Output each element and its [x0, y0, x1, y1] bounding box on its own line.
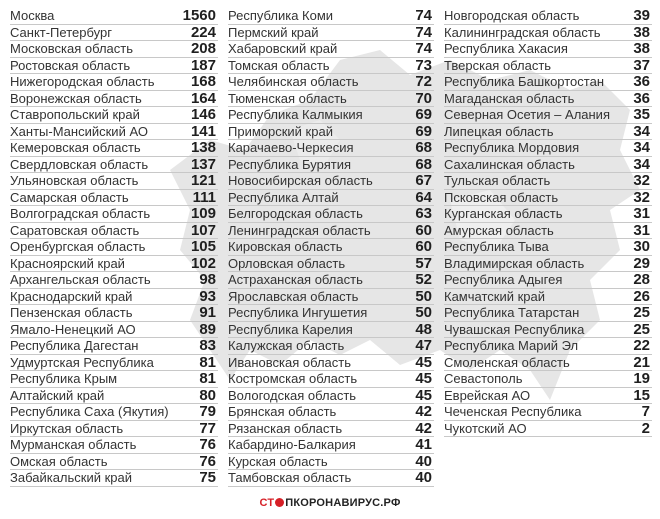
case-count: 31: [633, 205, 650, 222]
case-count: 64: [415, 188, 432, 206]
region-name: Ивановская область: [228, 354, 351, 370]
region-row: [228, 289, 434, 306]
region-row: [444, 272, 652, 289]
case-count: 68: [415, 139, 432, 156]
region-name: Республика Алтай: [228, 189, 339, 205]
region-row: [228, 140, 434, 157]
region-name: Амурская область: [444, 222, 554, 238]
case-count: 7: [641, 403, 650, 420]
region-name: Ростовская область: [10, 57, 131, 73]
case-count: 60: [415, 221, 432, 239]
region-name: Москва: [10, 8, 55, 23]
case-count: 52: [415, 271, 432, 288]
case-count: 48: [415, 320, 432, 338]
region-name: Кировская область: [228, 239, 343, 254]
region-name: Оренбургская область: [10, 239, 146, 254]
region-name: Ульяновская область: [10, 173, 139, 188]
case-count: 47: [415, 337, 432, 354]
case-count: 31: [633, 221, 650, 239]
case-count: 77: [199, 419, 216, 437]
region-name: Краснодарский край: [10, 288, 133, 304]
case-count: 28: [633, 271, 650, 288]
region-row: [10, 454, 218, 471]
case-count: 81: [199, 353, 216, 371]
case-count: 83: [199, 337, 216, 354]
region-column-3: [444, 8, 652, 437]
region-name: Сахалинская область: [444, 156, 575, 172]
region-row: [444, 421, 652, 438]
region-row: [10, 355, 218, 372]
region-row: [10, 388, 218, 405]
case-count: 109: [190, 205, 216, 222]
region-row: [444, 404, 652, 421]
region-column-2: [228, 8, 434, 487]
region-name: Приморский край: [228, 123, 333, 139]
region-name: Свердловская область: [10, 156, 149, 172]
region-name: Республика Карелия: [228, 321, 353, 337]
region-row: [444, 355, 652, 372]
case-count: 63: [415, 205, 432, 222]
region-name: Магаданская область: [444, 90, 575, 106]
region-row: [228, 124, 434, 141]
region-name: Алтайский край: [10, 387, 105, 403]
region-name: Мурманская область: [10, 437, 137, 452]
region-name: Калужская область: [228, 338, 345, 353]
region-row: [228, 322, 434, 339]
case-count: 105: [190, 238, 216, 255]
region-name: Рязанская область: [228, 420, 343, 436]
region-row: [10, 58, 218, 75]
region-row: [228, 25, 434, 42]
case-count: 146: [190, 106, 216, 123]
case-count: 141: [190, 122, 216, 140]
region-name: Республика Адыгея: [444, 272, 563, 287]
region-row: [228, 305, 434, 322]
case-count: 69: [415, 106, 432, 123]
region-row: [10, 190, 218, 207]
region-name: Республика Тыва: [444, 239, 549, 254]
region-name: Пензенская область: [10, 305, 133, 320]
region-row: [10, 322, 218, 339]
case-count: 21: [633, 353, 650, 371]
region-name: Самарская область: [10, 189, 129, 205]
region-name: Курганская область: [444, 206, 563, 221]
region-name: Чувашская Республика: [444, 321, 585, 337]
case-count: 91: [199, 304, 216, 321]
region-name: Удмуртская Республика: [10, 354, 154, 370]
case-count: 26: [633, 287, 650, 305]
case-count: 40: [415, 469, 432, 486]
case-count: 81: [199, 370, 216, 387]
region-name: Владимирская область: [444, 255, 585, 271]
case-count: 107: [190, 221, 216, 239]
region-row: [444, 140, 652, 157]
case-count: 60: [415, 238, 432, 255]
stop-coronavirus-logo[interactable]: [0, 497, 660, 509]
case-count: 45: [415, 370, 432, 387]
region-name: Ханты-Мансийский АО: [10, 123, 148, 139]
region-row: [444, 305, 652, 322]
region-row: [228, 41, 434, 58]
case-count: 102: [190, 254, 216, 272]
region-row: [228, 454, 434, 471]
region-row: [444, 239, 652, 256]
region-row: [228, 58, 434, 75]
case-count: 79: [199, 403, 216, 420]
region-row: [10, 289, 218, 306]
region-row: [444, 289, 652, 306]
region-row: [10, 223, 218, 240]
region-name: Республика Дагестан: [10, 338, 139, 353]
case-count: 25: [633, 320, 650, 338]
region-name: Республика Крым: [10, 371, 118, 386]
case-count: 72: [415, 73, 432, 90]
case-count: 164: [190, 89, 216, 107]
case-count: 73: [415, 56, 432, 74]
region-name: Томская область: [228, 57, 330, 73]
case-count: 39: [633, 7, 650, 24]
region-row: [444, 124, 652, 141]
case-count: 74: [415, 40, 432, 57]
case-count: 36: [633, 73, 650, 90]
region-row: [444, 25, 652, 42]
region-row: [444, 256, 652, 273]
region-name: Хабаровский край: [228, 41, 338, 56]
case-count: 19: [633, 370, 650, 387]
case-count: 76: [199, 452, 216, 470]
region-row: [228, 355, 434, 372]
region-row: [228, 421, 434, 438]
region-name: Республика Хакасия: [444, 41, 568, 56]
region-row: [10, 305, 218, 322]
case-count: 2: [641, 419, 650, 437]
case-count: 29: [633, 254, 650, 272]
case-count: 38: [633, 23, 650, 41]
case-count: 138: [190, 139, 216, 156]
region-column-1: [10, 8, 218, 487]
region-name: Ямало-Ненецкий АО: [10, 321, 136, 337]
region-name: Республика Марий Эл: [444, 338, 579, 353]
region-row: [10, 338, 218, 355]
region-row: [10, 404, 218, 421]
region-row: [10, 421, 218, 438]
region-name: Республика Калмыкия: [228, 107, 363, 122]
region-row: [10, 206, 218, 223]
region-row: [228, 388, 434, 405]
region-name: Республика Бурятия: [228, 156, 352, 172]
region-row: [444, 107, 652, 124]
case-count: 34: [633, 122, 650, 140]
region-row: [10, 107, 218, 124]
region-row: [10, 124, 218, 141]
region-row: [444, 223, 652, 240]
region-row: [228, 239, 434, 256]
region-name: Республика Татарстан: [444, 305, 580, 320]
region-row: [10, 437, 218, 454]
case-count: 89: [199, 320, 216, 338]
region-name: Республика Ингушетия: [228, 305, 368, 320]
region-row: [228, 371, 434, 388]
region-row: [228, 256, 434, 273]
region-row: [228, 8, 434, 25]
region-name: Орловская область: [228, 255, 346, 271]
case-count: 75: [199, 469, 216, 486]
case-count: 76: [199, 436, 216, 453]
case-count: 34: [633, 139, 650, 156]
case-count: 36: [633, 89, 650, 107]
region-name: Тульская область: [444, 173, 551, 188]
region-row: [228, 437, 434, 454]
region-name: Забайкальский край: [10, 470, 133, 485]
region-row: [444, 173, 652, 190]
region-name: Кемеровская область: [10, 140, 141, 155]
region-row: [444, 338, 652, 355]
region-name: Новосибирская область: [228, 173, 373, 188]
case-count: 121: [190, 172, 216, 189]
case-count: 1560: [182, 7, 216, 24]
region-row: [10, 272, 218, 289]
case-count: 68: [415, 155, 432, 173]
case-count: 45: [415, 386, 432, 404]
case-count: 69: [415, 122, 432, 140]
logo-text-start: СТ: [259, 497, 275, 509]
case-count: 32: [633, 172, 650, 189]
stop-circle-icon: [275, 498, 284, 507]
region-name: Северная Осетия – Алания: [444, 107, 610, 122]
case-count: 41: [415, 436, 432, 453]
region-name: Псковская область: [444, 189, 559, 205]
region-name: Архангельская область: [10, 272, 151, 287]
region-name: Тюменская область: [228, 90, 347, 106]
logo-text-end: ПКОРОНАВИРУС.РФ: [285, 497, 401, 509]
region-name: Севастополь: [444, 371, 523, 386]
case-count: 32: [633, 188, 650, 206]
region-row: [228, 272, 434, 289]
region-row: [10, 140, 218, 157]
region-row: [444, 91, 652, 108]
case-count: 80: [199, 386, 216, 404]
case-count: 15: [633, 386, 650, 404]
region-name: Белгородская область: [228, 206, 363, 221]
region-name: Республика Саха (Якутия): [10, 404, 169, 419]
region-name: Вологодская область: [228, 387, 357, 403]
region-name: Брянская область: [228, 404, 337, 419]
region-row: [444, 388, 652, 405]
region-row: [228, 74, 434, 91]
case-count: 25: [633, 304, 650, 321]
case-count: 137: [190, 155, 216, 173]
region-name: Новгородская область: [444, 8, 580, 23]
region-name: Кабардино-Балкария: [228, 437, 356, 452]
case-count: 35: [633, 106, 650, 123]
region-row: [10, 239, 218, 256]
case-count: 67: [415, 172, 432, 189]
case-count: 50: [415, 287, 432, 305]
region-row: [228, 404, 434, 421]
region-row: [228, 173, 434, 190]
region-row: [10, 25, 218, 42]
region-name: Смоленская область: [444, 354, 570, 370]
region-name: Волгоградская область: [10, 206, 151, 221]
region-row: [228, 338, 434, 355]
region-name: Республика Башкортостан: [444, 74, 604, 89]
region-row: [444, 74, 652, 91]
region-name: Тверская область: [444, 57, 552, 73]
case-count: 70: [415, 89, 432, 107]
case-count: 98: [199, 271, 216, 288]
region-name: Санкт-Петербург: [10, 24, 112, 40]
region-name: Еврейская АО: [444, 387, 531, 403]
case-count: 40: [415, 452, 432, 470]
region-name: Пермский край: [228, 24, 319, 40]
region-row: [444, 41, 652, 58]
case-count: 224: [190, 23, 216, 41]
case-count: 37: [633, 56, 650, 74]
region-name: Карачаево-Черкесия: [228, 140, 354, 155]
region-name: Нижегородская область: [10, 74, 155, 89]
region-name: Омская область: [10, 453, 108, 469]
region-name: Ярославская область: [228, 288, 359, 304]
case-count: 38: [633, 40, 650, 57]
region-row: [228, 470, 434, 487]
region-name: Чеченская Республика: [444, 404, 582, 419]
region-row: [10, 371, 218, 388]
case-count: 45: [415, 353, 432, 371]
region-name: Чукотский АО: [444, 420, 527, 436]
region-name: Воронежская область: [10, 90, 142, 106]
case-count: 111: [192, 188, 216, 206]
region-row: [10, 157, 218, 174]
case-count: 187: [190, 56, 216, 74]
case-count: 57: [415, 254, 432, 272]
region-name: Ставропольский край: [10, 107, 140, 122]
case-count: 30: [633, 238, 650, 255]
region-name: Ленинградская область: [228, 222, 371, 238]
region-name: Саратовская область: [10, 222, 140, 238]
region-row: [228, 107, 434, 124]
region-row: [10, 8, 218, 25]
case-count: 74: [415, 23, 432, 41]
region-row: [444, 322, 652, 339]
case-count: 74: [415, 7, 432, 24]
region-name: Астраханская область: [228, 272, 363, 287]
region-row: [228, 157, 434, 174]
region-row: [10, 41, 218, 58]
region-name: Курская область: [228, 453, 328, 469]
region-row: [444, 206, 652, 223]
region-row: [444, 157, 652, 174]
region-row: [228, 91, 434, 108]
region-row: [228, 223, 434, 240]
case-count: 50: [415, 304, 432, 321]
case-count: 42: [415, 419, 432, 437]
case-count: 208: [190, 40, 216, 57]
region-name: Красноярский край: [10, 255, 125, 271]
region-row: [228, 190, 434, 207]
region-name: Московская область: [10, 41, 134, 56]
region-name: Республика Коми: [228, 8, 334, 23]
region-row: [444, 8, 652, 25]
case-count: 34: [633, 155, 650, 173]
region-row: [444, 371, 652, 388]
region-row: [10, 91, 218, 108]
case-count: 42: [415, 403, 432, 420]
region-row: [10, 470, 218, 487]
region-name: Липецкая область: [444, 123, 554, 139]
case-count: 93: [199, 287, 216, 305]
region-name: Костромская область: [228, 371, 358, 386]
region-row: [10, 74, 218, 91]
case-count: 22: [633, 337, 650, 354]
region-name: Челябинская область: [228, 74, 359, 89]
region-name: Тамбовская область: [228, 470, 352, 485]
region-row: [444, 190, 652, 207]
region-row: [10, 256, 218, 273]
region-row: [228, 206, 434, 223]
region-name: Республика Мордовия: [444, 140, 580, 155]
region-row: [10, 173, 218, 190]
region-name: Иркутская область: [10, 420, 124, 436]
region-row: [444, 58, 652, 75]
region-name: Камчатский край: [444, 288, 545, 304]
case-count: 168: [190, 73, 216, 90]
region-name: Калининградская область: [444, 24, 601, 40]
